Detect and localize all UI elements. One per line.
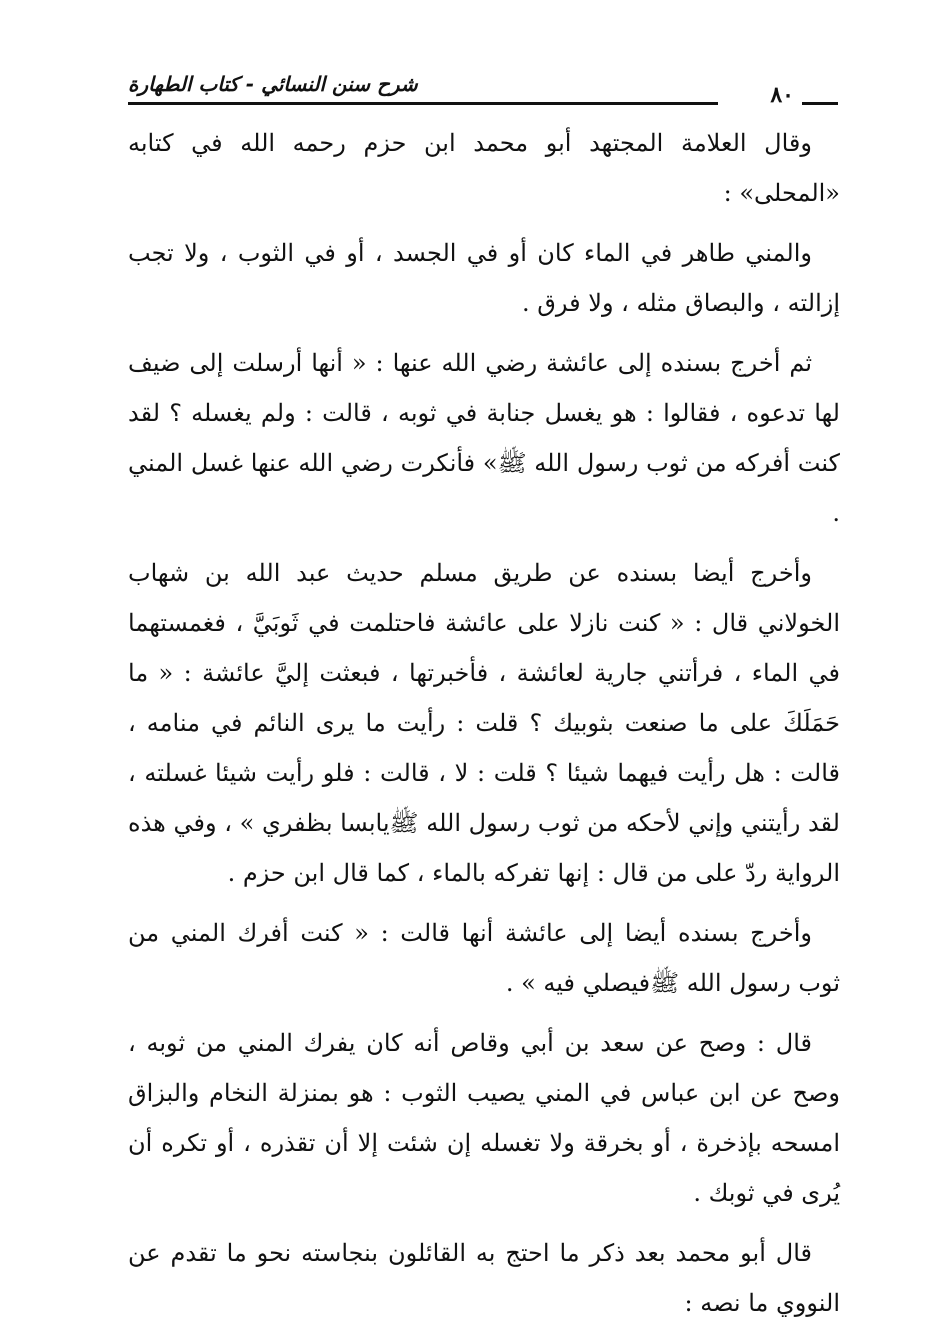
- body-text: [128, 118, 840, 1338]
- paragraph: قال : وصح عن سعد بن أبي وقاص أنه كان يفرك المني من ثوبه ، وصح عن ابن عباس في المني يصيب الثوب : هو بمنزلة النخام والبزاق امسحه بإذخرة ، أو بخرقة ولا تغسله إن شئت إلا أن تقذره ، أو تكره أن يُرى في ثوبك .: [128, 1029, 840, 1207]
- paragraph: ثم أخرج بسنده إلى عائشة رضي الله عنها : « أنها أرسلت إلى ضيف لها تدعوه ، فقالوا : هو يغسل جنابة في ثوبه ، قالت : ولم يغسله ؟ لقد كنت أفركه من ثوب رسول الله ﷺ» فأنكرت رضي الله عنها غسل المني .: [128, 349, 840, 527]
- page-number-rule: [802, 102, 838, 105]
- paragraph: وأخرج بسنده أيضا إلى عائشة أنها قالت : « كنت أفرك المني من ثوب رسول الله ﷺفيصلي فيه » .: [128, 919, 840, 997]
- page-number: ٨٠: [770, 82, 794, 108]
- paragraph: وأخرج أيضا بسنده عن طريق مسلم حديث عبد الله بن شهاب الخولاني قال : « كنت نازلا على عائشة فاحتلمت في ثَوبَيَّ ، فغمستهما في الماء ، فرأتني جارية لعائشة ، فأخبرتها ، فبعثت إليَّ عائشة : « ما حَمَلَكَ على ما صنعت بثوبيك ؟ قلت : رأيت ما يرى النائم في منامه ، قالت : هل رأيت فيهما شيئا ؟ قلت : لا ، قالت : فلو رأيت شيئا غسلته ، لقد رأيتني وإني لأحكه من ثوب رسول الله ﷺيابسا بظفري » ، وفي هذه الرواية ردّ على من قال : إنها تفركه بالماء ، كما قال ابن حزم .: [128, 559, 840, 887]
- paragraph: والمني طاهر في الماء كان أو في الجسد ، أو في الثوب ، ولا تجب إزالته ، والبصاق مثله ، ولا فرق .: [128, 239, 840, 317]
- header-rule: [128, 102, 718, 105]
- running-header: [118, 68, 838, 112]
- paragraph: قال أبو محمد بعد ذكر ما احتج به القائلون بنجاسته نحو ما تقدم عن النووي ما نصه :: [128, 1239, 840, 1317]
- paragraph: وقال العلامة المجتهد أبو محمد ابن حزم رحمه الله في كتابه «المحلى» :: [128, 129, 840, 207]
- running-header-title: شرح سنن النسائي - كتاب الطهارة: [128, 72, 418, 96]
